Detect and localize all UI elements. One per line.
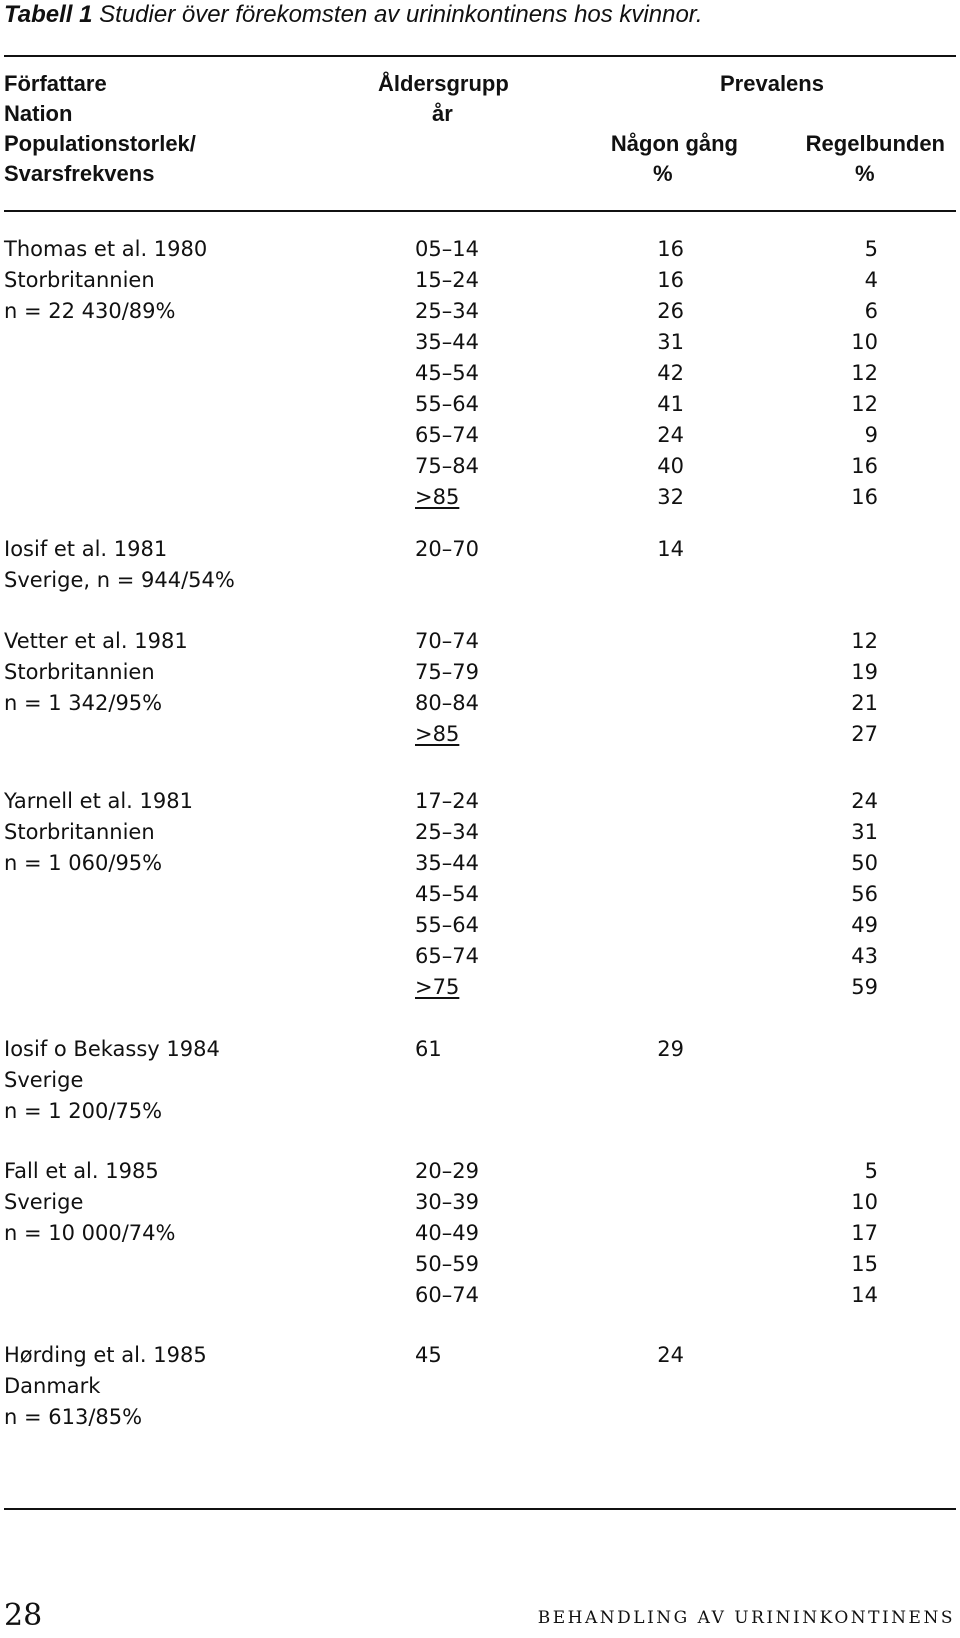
age-group-cell: 05–14 (415, 237, 479, 261)
table-title: Studier över förekomsten av urininkontinens hos kvinnor. (92, 1, 703, 28)
age-group-cell: 65–74 (415, 944, 479, 968)
study-cell: n = 22 430/89% (4, 299, 176, 323)
prevalence-regular-cell: 14 (851, 1283, 878, 1307)
header-regular-unit: % (855, 161, 875, 186)
study-cell: Sverige, n = 944/54% (4, 568, 235, 592)
study-cell: n = 1 060/95% (4, 851, 163, 875)
header-response: Svarsfrekvens (4, 161, 155, 186)
prevalence-regular-cell: 5 (864, 237, 878, 261)
study-cell: Iosif o Bekassy 1984 (4, 1037, 220, 1061)
running-head: BEHANDLING AV URININKONTINENS (537, 1608, 955, 1628)
header-nation: Nation (4, 101, 73, 126)
table-row (0, 1249, 960, 1280)
table-row (0, 565, 960, 596)
age-group-cell: 35–44 (415, 330, 479, 354)
header-agegroup: Åldersgrupp (378, 71, 509, 96)
prevalence-ever-cell: 14 (657, 537, 684, 561)
table-row (0, 1371, 960, 1402)
age-group-cell: 55–64 (415, 392, 479, 416)
table-row (0, 451, 960, 482)
prevalence-regular-cell: 24 (851, 789, 878, 813)
age-group-cell: 20–70 (415, 537, 479, 561)
study-cell: n = 1 342/95% (4, 691, 163, 715)
age-group-cell: 17–24 (415, 789, 479, 813)
study-cell: Storbritannien (4, 268, 155, 292)
header-ever: Någon gång (610, 131, 738, 156)
header-popsize: Populationstorlek/ (4, 131, 196, 156)
age-group-cell: 20–29 (415, 1159, 479, 1183)
header-regular: Regelbunden (805, 131, 945, 156)
age-group-cell: 80–84 (415, 691, 479, 715)
table-row (0, 1402, 960, 1433)
table-row (0, 358, 960, 389)
prevalence-regular-cell: 31 (851, 820, 878, 844)
table-row (0, 817, 960, 848)
header-rule (4, 210, 956, 212)
prevalence-regular-cell: 12 (851, 392, 878, 416)
prevalence-regular-cell: 56 (851, 882, 878, 906)
age-group-cell: 70–74 (415, 629, 479, 653)
study-cell: Danmark (4, 1374, 101, 1398)
table-row (0, 327, 960, 358)
table-row (0, 534, 960, 565)
prevalence-ever-cell: 26 (657, 299, 684, 323)
study-cell: n = 1 200/75% (4, 1099, 163, 1123)
age-group-cell: >85 (415, 722, 460, 746)
prevalence-regular-cell: 15 (851, 1252, 878, 1276)
table-row (0, 626, 960, 657)
study-cell: n = 10 000/74% (4, 1221, 176, 1245)
prevalence-regular-cell: 9 (864, 423, 878, 447)
table-row (0, 1280, 960, 1311)
top-rule (4, 55, 956, 57)
prevalence-regular-cell: 50 (851, 851, 878, 875)
header-author: Författare (4, 71, 107, 96)
prevalence-regular-cell: 19 (851, 660, 878, 684)
prevalence-ever-cell: 24 (657, 1343, 684, 1367)
study-cell: Storbritannien (4, 660, 155, 684)
prevalence-regular-cell: 59 (851, 975, 878, 999)
table-row (0, 688, 960, 719)
prevalence-ever-cell: 41 (657, 392, 684, 416)
prevalence-regular-cell: 16 (851, 485, 878, 509)
age-group-cell: 75–79 (415, 660, 479, 684)
table-row (0, 1340, 960, 1371)
table-row (0, 296, 960, 327)
prevalence-regular-cell: 5 (864, 1159, 878, 1183)
age-group-cell: 30–39 (415, 1190, 479, 1214)
age-group-cell: 45 (415, 1343, 442, 1367)
table-row (0, 786, 960, 817)
prevalence-ever-cell: 16 (657, 268, 684, 292)
table-row (0, 389, 960, 420)
prevalence-ever-cell: 40 (657, 454, 684, 478)
age-group-cell: >85 (415, 485, 460, 509)
age-group-cell: 25–34 (415, 299, 479, 323)
prevalence-ever-cell: 32 (657, 485, 684, 509)
prevalence-regular-cell: 12 (851, 361, 878, 385)
prevalence-regular-cell: 4 (864, 268, 878, 292)
study-cell: Sverige (4, 1190, 84, 1214)
age-group-cell: 35–44 (415, 851, 479, 875)
prevalence-ever-cell: 16 (657, 237, 684, 261)
study-cell: Sverige (4, 1068, 84, 1092)
table-row (0, 910, 960, 941)
table-row (0, 1034, 960, 1065)
age-group-cell: 15–24 (415, 268, 479, 292)
table-row (0, 234, 960, 265)
table-row (0, 657, 960, 688)
table-row (0, 1065, 960, 1096)
prevalence-regular-cell: 21 (851, 691, 878, 715)
header-ever-unit: % (653, 161, 673, 186)
prevalence-ever-cell: 42 (657, 361, 684, 385)
table-row (0, 420, 960, 451)
table-row (0, 719, 960, 750)
prevalence-regular-cell: 27 (851, 722, 878, 746)
age-group-cell: 61 (415, 1037, 442, 1061)
prevalence-ever-cell: 29 (657, 1037, 684, 1061)
age-group-cell: 75–84 (415, 454, 479, 478)
table-row (0, 1156, 960, 1187)
table-row (0, 972, 960, 1003)
table-label: Tabell 1 (4, 1, 93, 28)
header-years: år (432, 101, 453, 126)
table-row (0, 1187, 960, 1218)
age-group-cell: 60–74 (415, 1283, 479, 1307)
study-cell: Yarnell et al. 1981 (4, 789, 193, 813)
table-caption (4, 1, 703, 29)
study-cell: n = 613/85% (4, 1405, 143, 1429)
prevalence-regular-cell: 17 (851, 1221, 878, 1245)
table-row (0, 1218, 960, 1249)
table-row (0, 265, 960, 296)
prevalence-regular-cell: 16 (851, 454, 878, 478)
age-group-cell: 40–49 (415, 1221, 479, 1245)
prevalence-regular-cell: 43 (851, 944, 878, 968)
table-row (0, 941, 960, 972)
table-row (0, 482, 960, 513)
prevalence-regular-cell: 12 (851, 629, 878, 653)
age-group-cell: 65–74 (415, 423, 479, 447)
age-group-cell: 45–54 (415, 882, 479, 906)
table-row (0, 879, 960, 910)
study-cell: Fall et al. 1985 (4, 1159, 159, 1183)
age-group-cell: 25–34 (415, 820, 479, 844)
header-prevalence: Prevalens (720, 71, 824, 96)
prevalence-regular-cell: 6 (864, 299, 878, 323)
prevalence-regular-cell: 10 (851, 330, 878, 354)
study-cell: Storbritannien (4, 820, 155, 844)
prevalence-ever-cell: 31 (657, 330, 684, 354)
bottom-rule (4, 1508, 956, 1510)
study-cell: Iosif et al. 1981 (4, 537, 168, 561)
study-cell: Hørding et al. 1985 (4, 1343, 207, 1367)
table-row (0, 1096, 960, 1127)
age-group-cell: >75 (415, 975, 460, 999)
age-group-cell: 45–54 (415, 361, 479, 385)
prevalence-regular-cell: 49 (851, 913, 878, 937)
table-row (0, 848, 960, 879)
study-cell: Thomas et al. 1980 (4, 237, 208, 261)
age-group-cell: 50–59 (415, 1252, 479, 1276)
age-group-cell: 55–64 (415, 913, 479, 937)
prevalence-ever-cell: 24 (657, 423, 684, 447)
study-cell: Vetter et al. 1981 (4, 629, 188, 653)
page-number: 28 (4, 1598, 43, 1633)
prevalence-regular-cell: 10 (851, 1190, 878, 1214)
